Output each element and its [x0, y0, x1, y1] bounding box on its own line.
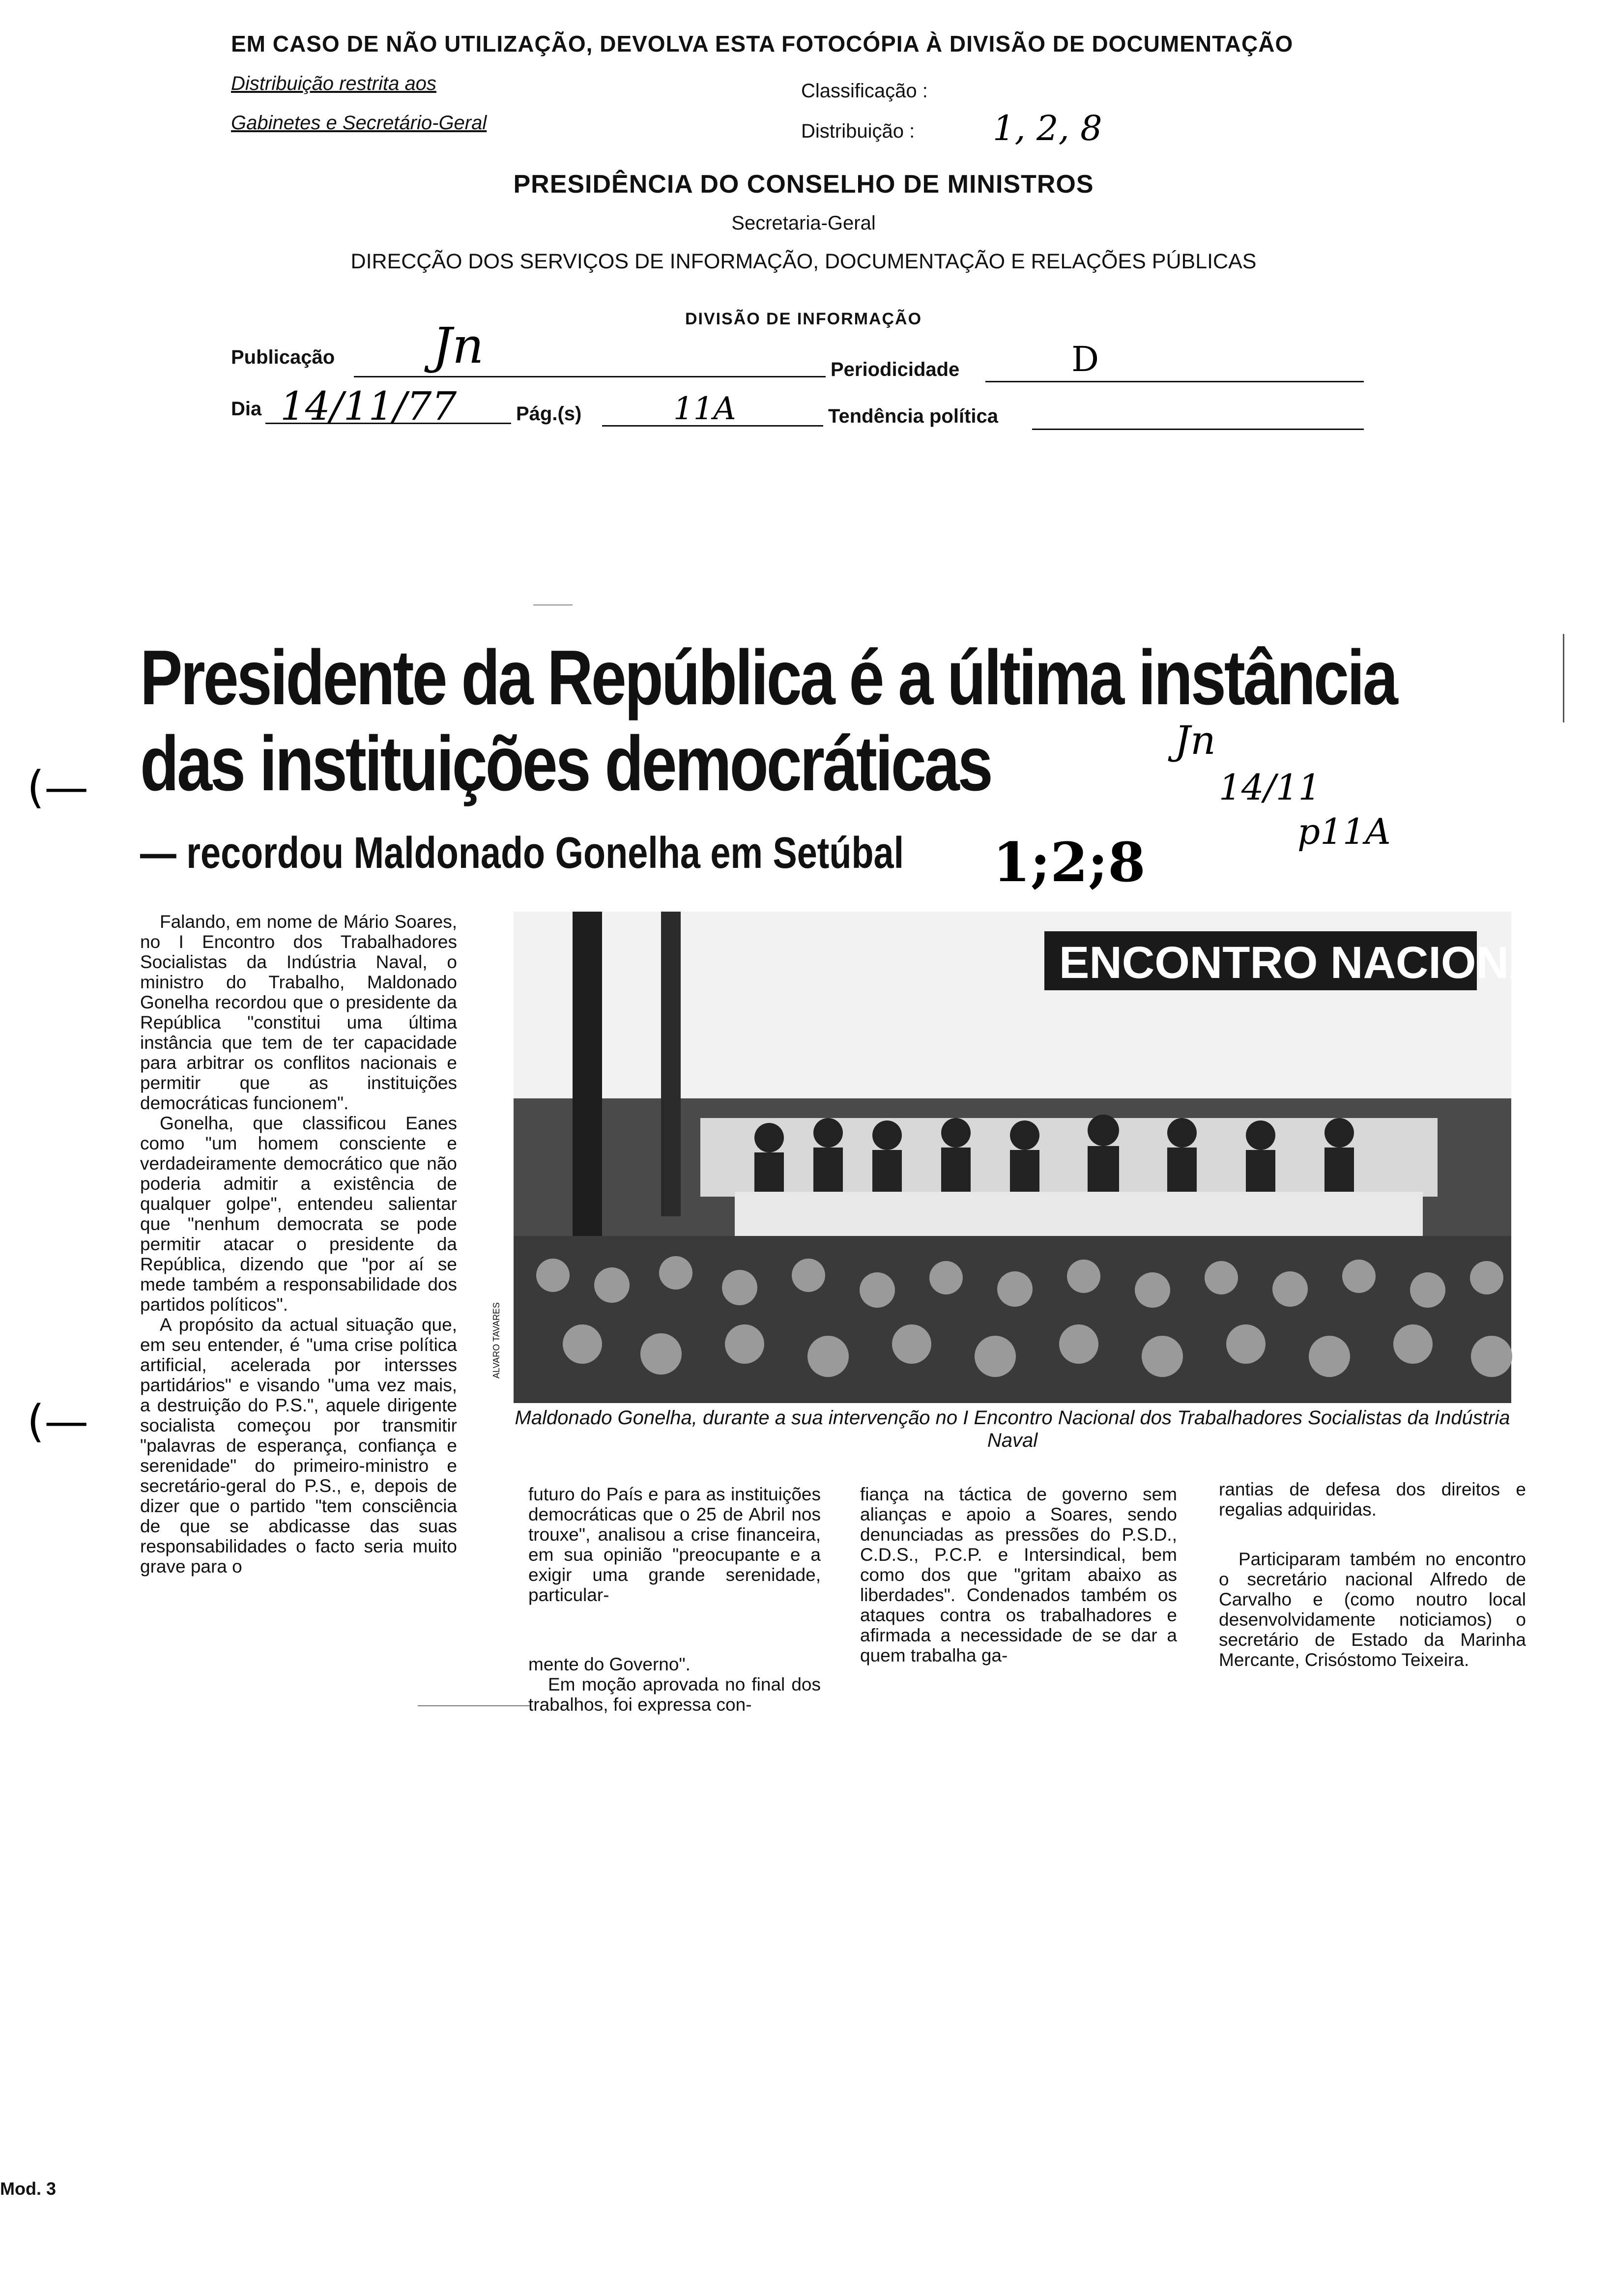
paragraph: Falando, em nome de Mário Soares, no I Encontro dos Trabalhadores Socialistas da Indústria Naval, o ministro do Trabalho, Maldonado Gonelha recordou que o presidente da República "constitui uma última instância que tem de ter capacidade para arbitrar os conflitos nacionais e permitir que as instituições democráticas funcionem".: [140, 912, 457, 1113]
paragraph: rantias de defesa dos direitos e regalias adquiridas.: [1219, 1479, 1526, 1520]
paragraph: Em moção aprovada no final dos trabalhos, foi expressa con-: [528, 1674, 821, 1715]
margin-bracket-mark-lower: (—: [27, 1396, 89, 1447]
publicacao-line: [354, 376, 826, 377]
margin-note-line3: p11A: [1297, 811, 1391, 852]
article-column-2: [528, 1484, 821, 1715]
secretaria-geral: Secretaria-Geral: [731, 212, 876, 234]
divisao-title: DIVISÃO DE INFORMAÇÃO: [685, 310, 922, 328]
paragraph: futuro do País e para as instituições democráticas que o 25 de Abril nos trouxe", analisou a crise financeira, em sua opinião "preocupante e a exigir uma grande serenidade, particular-: [528, 1484, 821, 1605]
pag-value: 11A: [673, 391, 736, 427]
tendencia-line: [1032, 429, 1364, 430]
periodicidade-value: D: [1071, 339, 1099, 379]
photo-illustration: [514, 912, 1569, 1403]
subheadline-annotation: 1;2;8: [993, 831, 1146, 894]
photo-credit: ALVARO TAVARES: [491, 1302, 501, 1379]
paragraph: Participaram também no encontro o secretário nacional Alfredo de Carvalho e (como noutro local desenvolvidamente noticiamos) o secretário de Estado da Marinha Mercante, Crisóstomo Teixeira.: [1219, 1549, 1526, 1670]
margin-bracket-mark: (—: [27, 762, 89, 813]
pag-label: Pág.(s): [516, 403, 582, 425]
paragraph: A propósito da actual situação que, em seu entender, é "uma crise política artificial, acelerada por intersses partidários" e visando "uma vez mais, a destruição do P.S.", aquele dirigente socialista começou por transmitir "palavras de esperança, confiança e serenidade" do primeiro-ministro e secretário-geral do P.S., e, depois de dizer que o partido "tem consciência de que se abdicasse das suas responsabilidades o facto seria muito grave para o: [140, 1315, 457, 1577]
restricted-distribution-line2: Gabinetes e Secretário-Geral: [231, 112, 487, 134]
dia-label: Dia: [231, 398, 262, 420]
headline-line2: das instituições democráticas: [140, 720, 991, 807]
tendencia-label: Tendência política: [828, 405, 998, 427]
photo-caption: Maldonado Gonelha, durante a sua intervenção no I Encontro Nacional dos Trabalhadores Socialistas da Indústria Naval: [515, 1407, 1510, 1451]
paragraph: Gonelha, que classificou Eanes como "um homem consciente e verdadeiramente democrático que não poderia admitir a existência de qualquer golpe", entendeu salientar que "nenhum democrata se pode permitir atacar o presidente da República, dizendo que "por aí se mede também a responsabilidade dos partidos políticos".: [140, 1113, 457, 1315]
return-notice: EM CASO DE NÃO UTILIZAÇÃO, DEVOLVA ESTA FOTOCÓPIA À DIVISÃO DE DOCUMENTAÇÃO: [231, 31, 1294, 57]
article-column-3: [860, 1484, 1177, 1665]
paragraph: fiança na táctica de governo sem alianças e apoio a Soares, sendo denunciadas as pressões do P.S.D., C.D.S., P.C.P. e Intersindical, bem como dos que "gritam abaixo as liberdades". Condenados também os ataques contra os trabalhadores e afirmada a necessidade de se dar a quem trabalha ga-: [860, 1484, 1177, 1665]
publicacao-label: Publicação: [231, 346, 335, 368]
clip-edge-top: [533, 604, 573, 605]
photo-banner-text: ENCONTRO NACIONAL: [1059, 938, 1569, 988]
subheadline: — recordou Maldonado Gonelha em Setúbal: [140, 829, 904, 878]
restricted-distribution-line1: Distribuição restrita aos: [231, 73, 436, 94]
publicacao-value: Jn: [432, 317, 484, 374]
column-rule: [418, 1705, 531, 1706]
paragraph: mente do Governo".: [528, 1654, 691, 1674]
margin-note-line2: 14/11: [1219, 767, 1321, 808]
dia-value: 14/11/77: [280, 383, 457, 429]
direccao-title: DIRECÇÃO DOS SERVIÇOS DE INFORMAÇÃO, DOCUMENTAÇÃO E RELAÇÕES PÚBLICAS: [350, 250, 1257, 273]
clip-edge-right: [1563, 634, 1564, 722]
margin-note-line1: Jn: [1175, 718, 1216, 763]
presidencia-title: PRESIDÊNCIA DO CONSELHO DE MINISTROS: [513, 170, 1094, 199]
headline-line1: Presidente da República é a última instância: [140, 634, 1396, 721]
classificacao-label: Classificação :: [801, 80, 928, 102]
article-column-1: [140, 912, 457, 1577]
article-column-4: [1219, 1479, 1526, 1670]
form-model-number: Mod. 3: [0, 2179, 56, 2199]
distribuicao-value: 1, 2, 8: [993, 108, 1102, 148]
distribuicao-label: Distribuição :: [801, 120, 915, 142]
periodicidade-line: [985, 381, 1364, 382]
event-photo: [514, 912, 1569, 1403]
periodicidade-label: Periodicidade: [831, 359, 960, 380]
